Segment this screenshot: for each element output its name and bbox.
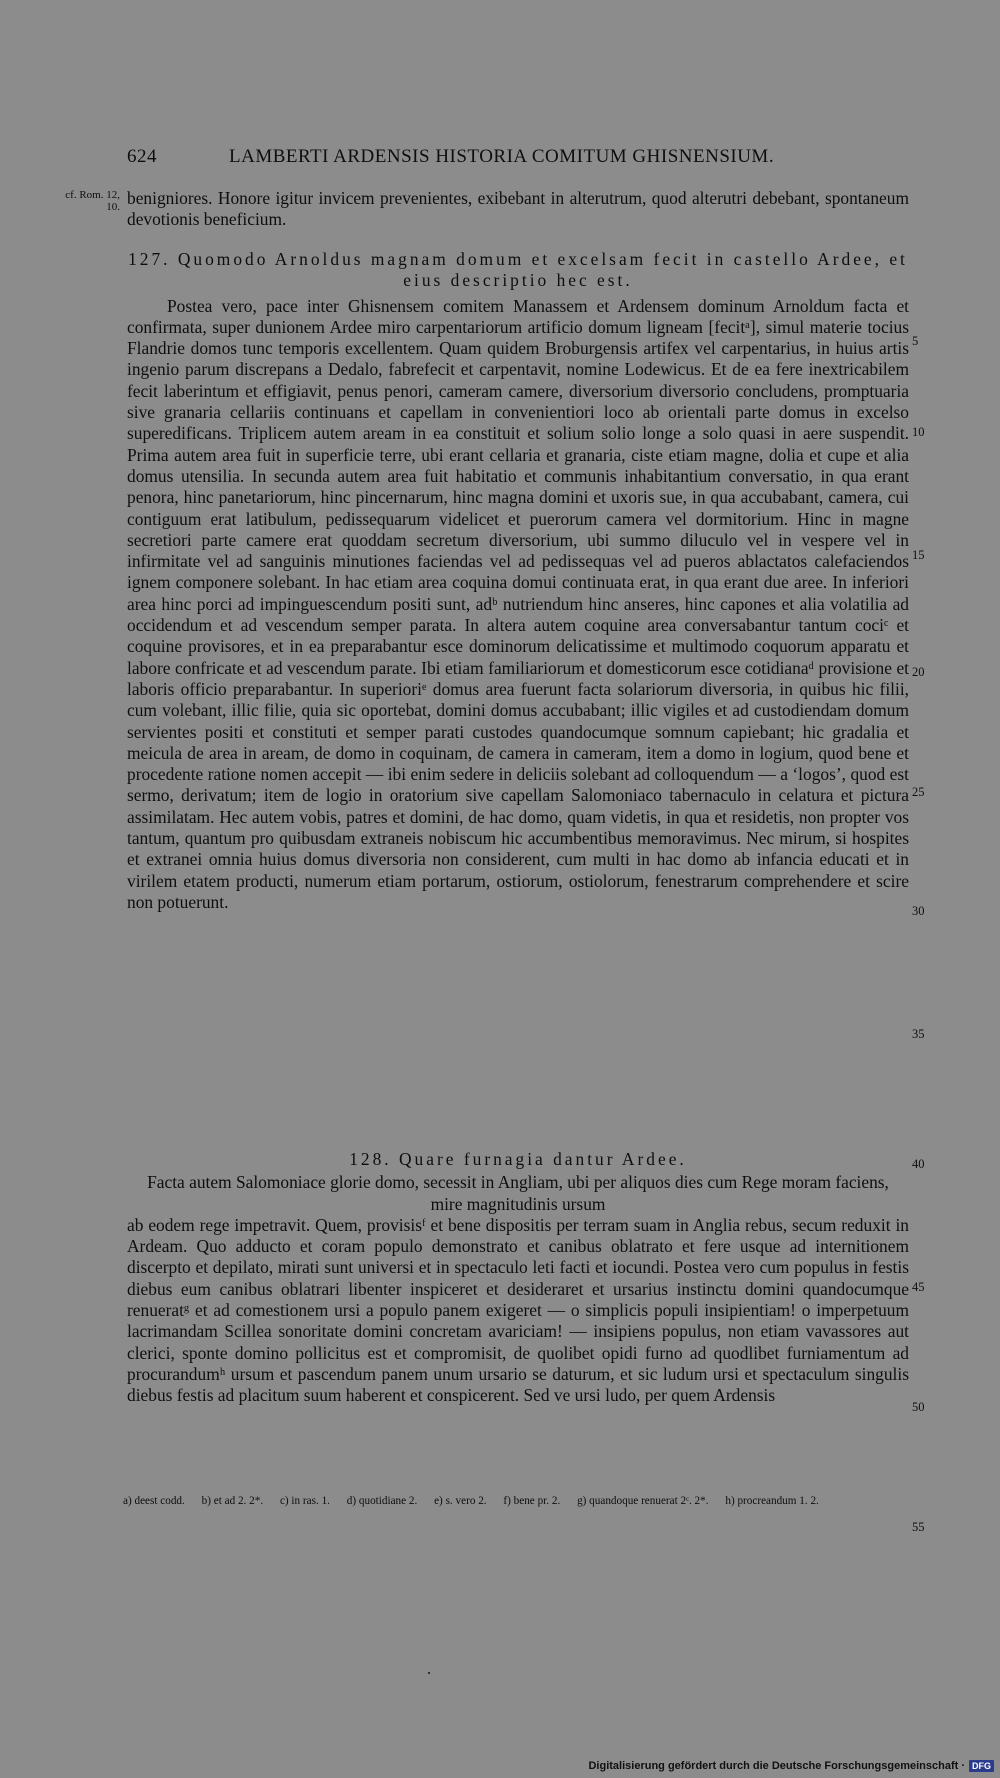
page-number: 624: [127, 146, 157, 167]
line-number: 45: [912, 1280, 925, 1294]
line-number: 35: [912, 1027, 925, 1041]
section-128-heading: 128. Quare furnagia dantur Ardee.: [349, 1149, 687, 1169]
footnotes: [123, 1494, 909, 1509]
section-128-paragraph: ab eodem rege impetravit. Quem, provisisᶠ et bene dispositis per terram suam in Anglia rebus, secum reduxit in Ardeam. Quo adducto et coram populo demonstrato et canibus oblatrato et fere usque ad internitionem discerpto et depilato, mirati sunt universi et in spectaculo leti facti et iocundi. Postea vero cum populus in festis diebus eum canibus oblatrari libenter inspiceret et desideraret et ursarius instinctu domini quandocumque renueratᵍ et ad comestionem ursi a populo panem exigeret — o simplicis populi insipientiam! o imperpetuum lacrimandam Scillea sonoritate domini concretam avariciam! — insipiens populus, non etiam vavassores aut clerici, sponte domino pollicitus est et compromisit, de quolibet opidi furno ad quodlibet furniamentum ad procurandumʰ ursum et pascendum panem unum ursario se daturum, et sic ludum ursi et spectaculum singulis diebus festis ad placitum suum haberent et conspicerent. Sed ve ursi ludo, per quem Ardensis: [127, 1214, 909, 1406]
footnote: c) in ras. 1.: [279, 1495, 330, 1507]
digitization-footer: [588, 1760, 994, 1772]
line-number: 25: [912, 785, 925, 799]
line-number: 30: [912, 904, 925, 918]
section-127-heading: 127. Quomodo Arnoldus magnam domum et excelsam fecit in castello Ardee, et eius descriptio hec est.: [128, 249, 908, 291]
footnote: b) et ad 2. 2*.: [201, 1495, 264, 1507]
footnote: h) procreandum 1. 2.: [725, 1495, 819, 1507]
section-127-paragraph: Postea vero, pace inter Ghisnensem comitem Manassem et Ardensem dominum Arnoldum facta et confirmata, super dunionem Ardee miro carpentariorum artificio domum ligneam [fecitᵃ], simul materie tocius Flandrie domos tunc temporis excellentem. Quam quidem Broburgensis artifex vel carpentarius, in huius artis ingenio parum discrepans a Dedalo, fabrefecit et carpentavit, nomine Lodewicus. Et de ea fere inextricabilem fecit laberintum et effigiavit, penus penori, cameram camere, diversorium diversorio concludens, promptuaria sive granaria cellariis continuans et capellam in convenientiori loco ab orientali parte domus in excelso superedificans. Triplicem autem aream in ea constituit et solium solio longe a solo quasi in aere suspendit. Prima autem area fuit in superficie terre, ubi erant cellaria et granaria, ciste etiam magne, dolia et cupe et alia domus utensilia. In secunda autem area fuit habitatio et communis inhabitantium conversatio, in qua erant penora, hinc panetariorum, hinc pincernarum, hinc magna domini et uxoris sue, in qua accubabant, camera, cui contiguum erat latibulum, pedissequarum videlicet et puerorum camera vel dormitorium. Hinc in magne secretiori parte camere erat quoddam secretum diversorium, ubi summo diluculo vel in vespere vel in infirmitate vel ad sanguinis minutiones faciendas vel ad pedissequas vel ad pueros ablactatos calefaciendos ignem componere solebant. In hac etiam area coquina domui continuata erat, in qua erant due aree. In inferiori area hinc porci ad impinguescendum positi sunt, adᵇ nutriendum hinc anseres, hinc capones et alia volatilia ad occidendum et ad vescendum semper parata. In altera autem coquine area conversabantur tantum cociᶜ et coquine provisores, et in ea preparabantur esce dominorum delicatissime et multimodo coquorum apparatu et labore confricate et ad vescendum parate. Ibi etiam familiariorum et domesticorum esce cotidianaᵈ provisione et laboris officio preparabantur. In superioriᵉ domus area fuerunt facta solariorum diversoria, in quibus hic filii, cum volebant, illic filie, quia sic oportebat, domini domus accubabant; illic vigiles et ad custodiendam domum servientes positi et constituti et semper parati custodes quandocumque somnum capiebant; hic gradalia et meicula de area in aream, de domo in coquinam, de camera in cameram, item a domo in logium, quod bene et procedente ratione nomen accepit — ibi enim sedere in deliciis solebant ad colloquendum — a ‘logos’, quod est sermo, derivatum; item de logio in oratorium sive capellam Salomoniaco tabernaculo in celatura et pictura assimilatam. Hec autem vobis, patres et domini, de hac domo, quam videtis, in qua et residetis, non propter vos tantum, quantum pro quibusdam extraneis nobiscum hic accumbentibus memoravimus. Nec mirum, si hospites et extranei omnia huius domus diversoria non considerent, cum multi in hac domo ab infancia educati et in virilem etatem producti, numerum etiam portarum, ostiorum, ostiolorum, fenestrarum comprehendere et scire non potuerunt.: [127, 295, 909, 912]
footnote: f) bene pr. 2.: [503, 1495, 561, 1507]
funding-note: Digitalisierung gefördert durch die Deutsche Forschungsgemeinschaft ·: [588, 1760, 965, 1772]
footnote: g) quandoque renuerat 2ᶜ. 2*.: [577, 1495, 709, 1507]
line-number: 20: [912, 665, 925, 679]
dfg-logo: DFG: [969, 1760, 994, 1772]
line-number: 15: [912, 548, 925, 562]
stray-mark: [428, 1672, 430, 1674]
margin-reference-line2: 10.: [106, 201, 120, 213]
section-128: [127, 1149, 909, 1407]
footnote: a) deest codd.: [123, 1495, 185, 1507]
footnote: d) quotidiane 2.: [346, 1495, 418, 1507]
line-number: 10: [912, 425, 925, 439]
opening-paragraph: benigniores. Honore igitur invicem prevenientes, exibebant in alterutrum, quod alterutri debebant, spontaneum devotionis beneficium.: [127, 188, 909, 230]
footnote: e) s. vero 2.: [434, 1495, 487, 1507]
opening-text: [127, 188, 909, 231]
margin-reference: [58, 189, 120, 213]
running-title: LAMBERTI ARDENSIS HISTORIA COMITUM GHISNENSIUM.: [229, 146, 775, 167]
line-number: 55: [912, 1520, 925, 1534]
section-128-subheading: Facta autem Salomoniace glorie domo, secessit in Angliam, ubi per aliquos dies cum Rege moram faciens, mire magnitudinis ursum: [147, 1172, 889, 1214]
line-number: 5: [912, 334, 919, 348]
line-number: 50: [912, 1400, 925, 1414]
line-number: 40: [912, 1157, 925, 1171]
margin-reference-line1: cf. Rom. 12,: [65, 189, 120, 201]
section-127: [127, 249, 909, 913]
